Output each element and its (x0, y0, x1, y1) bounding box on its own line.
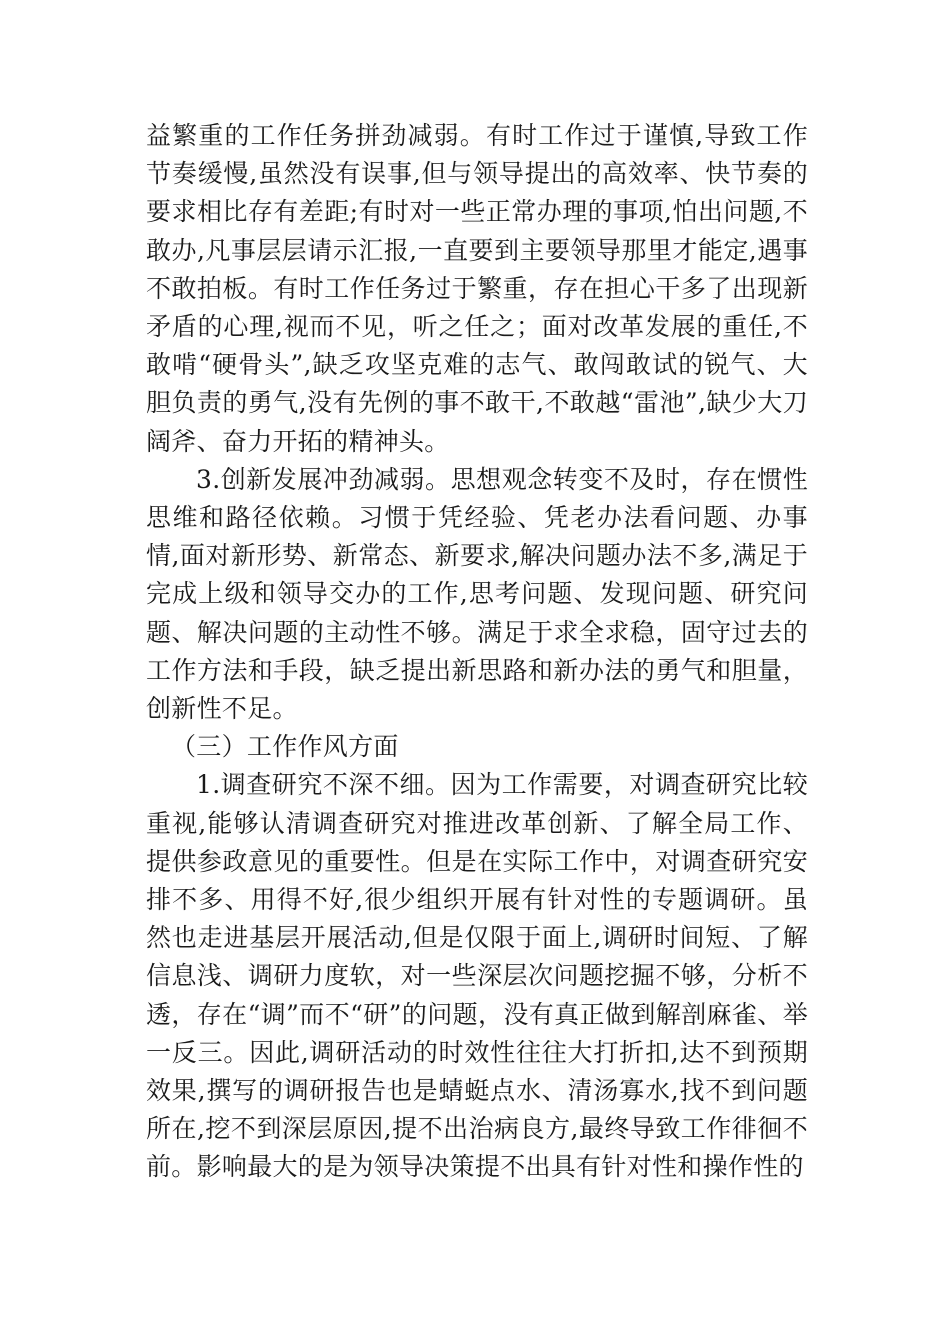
document-body (146, 117, 808, 1187)
paragraph-innovation: 3.创新发展冲劲减弱。思想观念转变不及时，存在惯性思维和路径依赖。习惯于凭经验、凭老办法看问题、办事情,面对新形势、新常态、新要求,解决问题办法不多,满足于完成上级和领导交办的工作,思考问题、发现问题、研究问题、解决问题的主动性不够。满足于求全求稳，固守过去的工作方法和手段，缺乏提出新思路和新办法的勇气和胆量，创新性不足。 (146, 464, 808, 724)
paragraph-research: 1.调查研究不深不细。因为工作需要，对调查研究比较重视,能够认清调查研究对推进改革创新、了解全局工作、提供参政意见的重要性。但是在实际工作中，对调查研究安排不多、用得不好,很少组织开展有针对性的专题调研。虽然也走进基层开展活动,但是仅限于面上,调研时间短、了解信息浅、调研力度软，对一些深层次问题挖掘不够，分析不透，存在“调”而不“研”的问题，没有真正做到解剖麻雀、举一反三。因此,调研活动的时效性往往大打折扣,达不到预期效果,撰写的调研报告也是蜻蜓点水、清汤寡水,找不到问题所在,挖不到深层原因,提不出治病良方,最终导致工作徘徊不前。影响最大的是为领导决策提不出具有针对性和操作性的 (146, 770, 808, 1182)
section-heading-work-style: （三）工作作风方面 (171, 732, 399, 762)
paragraph-continued: 益繁重的工作任务拼劲减弱。有时工作过于谨慎,导致工作节奏缓慢,虽然没有误事,但与领导提出的高效率、快节奏的要求相比存有差距;有时对一些正常办理的事项,怕出问题,不敢办,凡事层层请示汇报,一直要到主要领导那里才能定,遇事不敢拍板。有时工作任务过于繁重，存在担心干多了出现新矛盾的心理,视而不见，听之任之；面对改革发展的重任,不敢啃“硬骨头”,缺乏攻坚克难的志气、敢闯敢试的锐气、大胆负责的勇气,没有先例的事不敢干,不敢越“雷池”,缺少大刀阔斧、奋力开拓的精神头。 (146, 121, 808, 456)
